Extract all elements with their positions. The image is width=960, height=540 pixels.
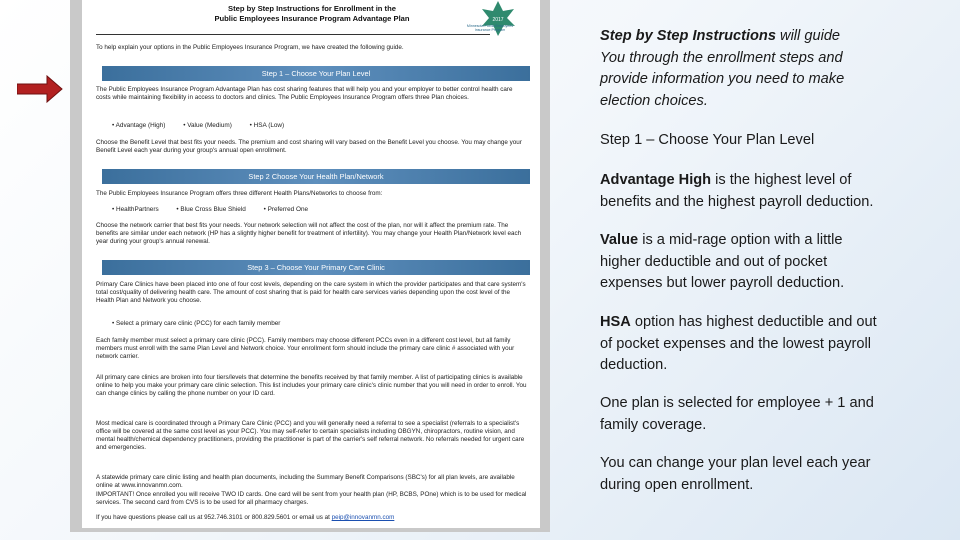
hsa-line3: deduction. [600, 357, 668, 374]
step3-text4: Most medical care is coordinated through a Primary Care Clinic (PCC) and you will generally need a referral to see a specialist (referrals to a specialist's office will be covered at the same cost level as your PCC). You may self-refer to certain specialists including OBGYN, chiropractors, routine vision, and mental health/chemical dependency practitioners, providing the practitioner is part of the carrier's self referral network. No referrals needed for urgent care and emergencies. [96, 420, 525, 451]
coverage-paragraph [600, 393, 930, 436]
step2-options [112, 206, 324, 213]
coverage-line2: family coverage. [600, 416, 707, 433]
advantage-rest: is the highest level of [711, 172, 852, 188]
title-rule [96, 34, 490, 35]
intro-rest: will guide [775, 28, 841, 44]
important-note: IMPORTANT! Once enrolled you will receive TWO ID cards. One card will be sent from your health plan (HP, BCBS, POne) which is to be used for medical services. The second card from CVS is to be used for all pharmacy charges. [96, 491, 527, 506]
option-bcbs: • Blue Cross Blue Shield [176, 206, 246, 213]
hsa-rest: option has highest deductible and out [630, 314, 877, 330]
hsa-line2: of pocket expenses and the lowest payroll [600, 335, 871, 352]
option-hsa: • HSA (Low) [249, 122, 285, 129]
advantage-line2: benefits and the highest payroll deduction. [600, 193, 874, 210]
option-preferredone: • Preferred One [263, 206, 309, 213]
step2-text: The Public Employees Insurance Program offers three different Health Plans/Networks to choose from: [96, 190, 383, 197]
document-title [192, 4, 432, 24]
advantage-paragraph [600, 170, 930, 213]
step3-text3: All primary care clinics are broken into four tiers/levels that determine the benefits received by that family member. A list of participating clinics is available online to help you make your primary care clinic selection. This list includes your primary care clinic's clinic number that you will need in order to enroll. You can change clinics by calling the phone number on your ID card. [96, 374, 527, 397]
change-line2: during open enrollment. [600, 476, 754, 493]
step2-band: Step 2 Choose Your Health Plan/Network [102, 169, 530, 184]
value-bold: Value [600, 232, 639, 248]
step3-text2: Each family member must select a primary care clinic (PCC). Family members may choose different PCCs even in a different cost level, but all family members must enroll with the same Plan Level and Network choice. Your enrollment form should include the primary care clinic # associated with your network carrier. [96, 337, 515, 360]
document-page-frame [70, 0, 550, 532]
intro-line4: election choices. [600, 92, 708, 109]
step3-text5: A statewide primary care clinic listing and health plan documents, including the Summary Benefit Comparisons (SBC's) for all plan levels, are available online at www.innovanmn.com. [96, 474, 515, 489]
option-value: • Value (Medium) [183, 122, 232, 129]
intro-paragraph [600, 26, 930, 112]
value-paragraph [600, 230, 930, 295]
step1-text2: Choose the Benefit Level that best fits your needs. The premium and cost sharing will vary based on the Benefit Level you choose. You may change your Benefit Level each year during your group's annual open enrollment. [96, 139, 522, 154]
intro-line1 [600, 26, 930, 48]
step3-band: Step 3 – Choose Your Primary Care Clinic [102, 260, 530, 275]
advantage-bold: Advantage High [600, 172, 712, 188]
intro-line3: provide information you need to make [600, 71, 845, 88]
section-heading: Step 1 – Choose Your Plan Level [600, 132, 815, 148]
value-line3: expenses but lower payroll deduction. [600, 275, 845, 292]
step3-text: Primary Care Clinics have been placed into one of four cost levels, depending on the care system in which the provider participates and that care system's total cost/quality of delivering health care. The amount of cost sharing that is paid for health care services varies depending upon the cost level of the Health Plan and Network you choose. [96, 281, 526, 304]
value-line2: higher deductible and out of pocket [600, 253, 828, 270]
step1-options [112, 122, 300, 129]
right-arrow-icon [17, 75, 63, 103]
coverage-line1: One plan is selected for employee + 1 and [600, 395, 874, 411]
document-title-line2: Public Employees Insurance Program Advantage Plan [214, 14, 410, 23]
step3-option: • Select a primary care clinic (PCC) for each family member [112, 320, 281, 327]
hsa-paragraph [600, 312, 930, 377]
change-line1: You can change your plan level each year [600, 455, 871, 471]
questions-text: If you have questions please call us at 952.746.3101 or 800.829.5601 or email us at [96, 514, 330, 521]
email-link[interactable]: peip@innovanmn.com [331, 514, 395, 521]
document-title-line1: Step by Step Instructions for Enrollment in the [228, 4, 396, 13]
logo-caption: Minnesota Public Employees Insurance Program [466, 24, 514, 33]
option-healthpartners: • HealthPartners [112, 206, 159, 213]
step1-band: Step 1 – Choose Your Plan Level [102, 66, 530, 81]
value-rest: is a mid-rage option with a little [638, 232, 843, 248]
step2-text2: Choose the network carrier that best fits your needs. Your network selection will not affect the cost of the plan, nor will it affect the premium rate. The benefits are similar under each network (HP has a slightly higher benefit for treatment of infertility). You may change your Health Plan/Network level each year during your group's annual renewal. [96, 222, 522, 245]
questions-line [96, 514, 528, 522]
logo-year: 2017 [492, 17, 504, 23]
step1-text: The Public Employees Insurance Program Advantage Plan has cost sharing features that will help you and your employer to better control health care costs while maintaining flexibility in access to doctors and clinics. The Public Employees Insurance Program offers three Plan choices. [96, 86, 513, 101]
option-advantage: • Advantage (High) [112, 122, 166, 129]
change-paragraph [600, 453, 930, 496]
intro-bold: Step by Step Instructions [600, 28, 776, 44]
intro-text: To help explain your options in the Public Employees Insurance Program, we have created the following guide. [96, 44, 404, 51]
hsa-bold: HSA [600, 314, 631, 330]
document-page [82, 0, 540, 528]
intro-line2: You through the enrollment steps and [600, 49, 843, 66]
